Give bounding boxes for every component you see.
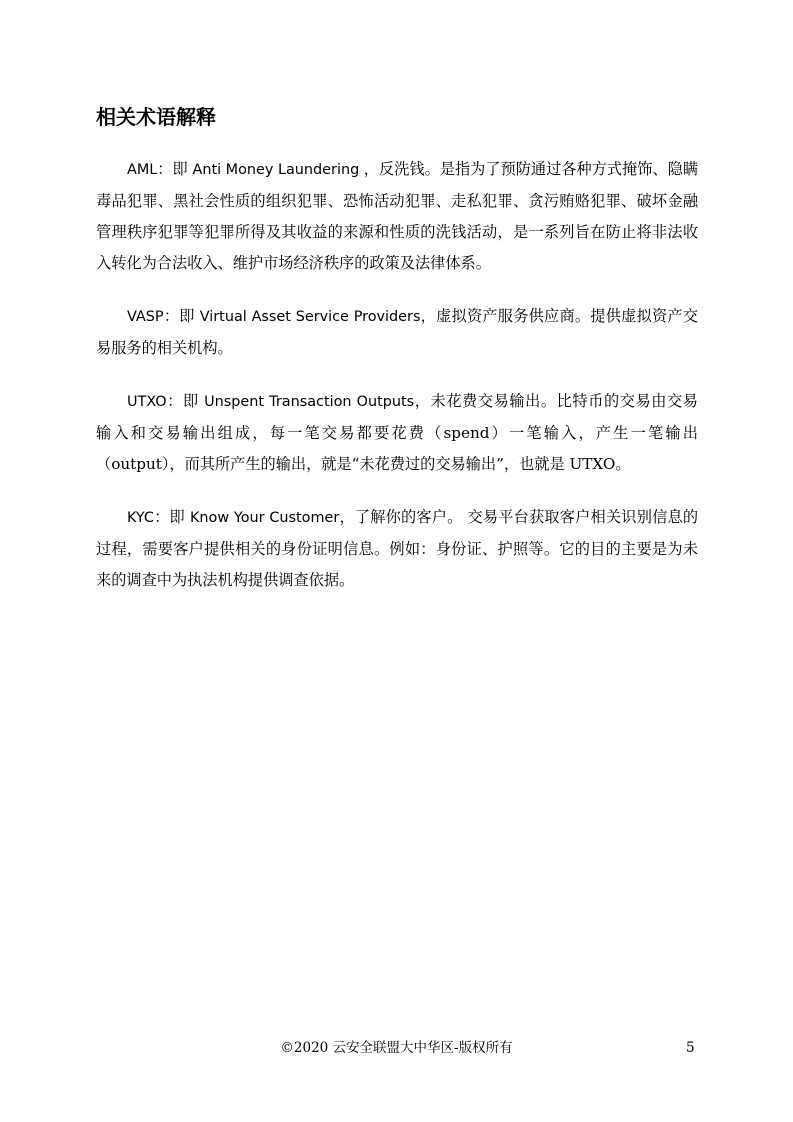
term-abbreviation: KYC: [127, 510, 154, 526]
definition-paragraph-vasp: [96, 301, 698, 364]
definition-paragraph-aml: [96, 154, 698, 279]
copyright-notice: ©2020 云安全联盟大中华区-版权所有: [280, 1040, 513, 1056]
definition-paragraph-utxo: [96, 386, 698, 480]
term-separator: ：即: [163, 307, 200, 325]
term-abbreviation: UTXO: [127, 394, 167, 410]
term-full-name: Know Your Customer: [189, 510, 340, 526]
definitions-body: [96, 154, 698, 618]
section-heading: 相关术语解释: [96, 105, 216, 129]
term-full-name: Unspent Transaction Outputs: [204, 394, 415, 410]
definition-text: ，未花费交易输出。比特币的交易由交易输入和交易输出组成，每一笔交易都要花费（spend）一笔输入，产生一笔输出（output），而其所产生的输出，就是“未花费过的交易输出”，也就是 UTXO。: [96, 392, 698, 473]
definition-paragraph-kyc: [96, 502, 698, 596]
term-separator: ：即: [166, 392, 205, 410]
definition-text: ，反洗钱。是指为了预防通过各种方式掩饰、隐瞒毒品犯罪、黑社会性质的组织犯罪、恐怖活动犯罪、走私犯罪、贪污贿赂犯罪、破坏金融管理秩序犯罪等犯罪所得及其收益的来源和性质的洗钱活动，是一系列旨在防止将非法收入转化为合法收入、维护市场经济秩序的政策及法律体系。: [96, 160, 699, 272]
term-separator: ：即: [153, 508, 190, 526]
page-number: 5: [686, 1040, 695, 1056]
term-abbreviation: VASP: [127, 309, 164, 325]
term-full-name: Anti Money Laundering: [192, 162, 364, 178]
definition-text: ，虚拟资产服务供应商。提供虚拟资产交易服务的相关机构。: [96, 307, 699, 357]
term-separator: ：即: [157, 160, 193, 178]
definition-text: ，了解你的客户。 交易平台获取客户相关识别信息的过程，需要客户提供相关的身份证明信息。例如：身份证、护照等。它的目的主要是为未来的调查中为执法机构提供调查依据。: [96, 508, 699, 589]
term-abbreviation: AML: [127, 162, 158, 178]
term-full-name: Virtual Asset Service Providers: [199, 309, 421, 325]
page-footer: [0, 1038, 793, 1058]
